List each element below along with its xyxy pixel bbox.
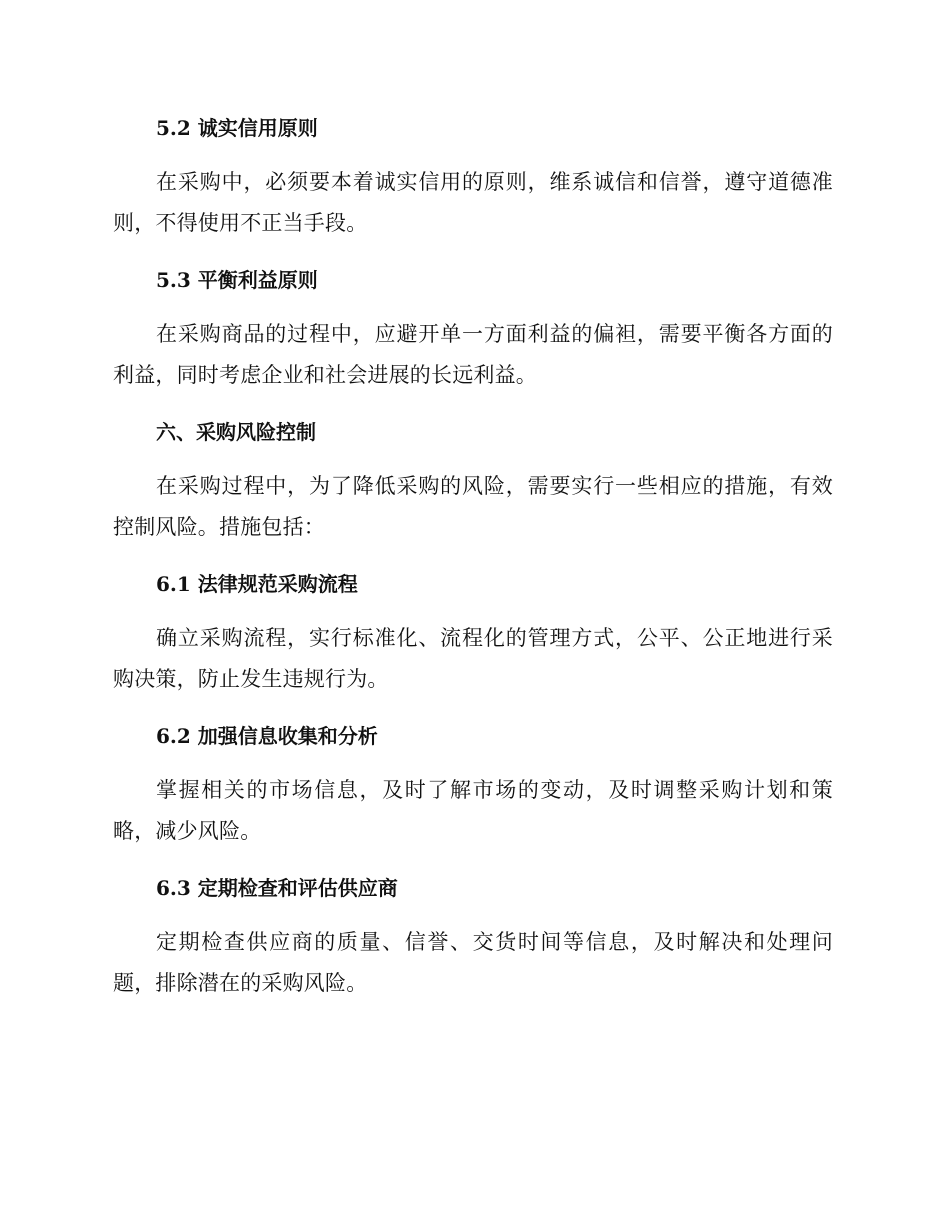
section-heading-6-1: 6.1 法律规范采购流程 xyxy=(156,572,358,596)
section-heading-5-3: 5.3 平衡利益原则 xyxy=(156,268,318,292)
section-paragraph-6-1: 确立采购流程，实行标准化、流程化的管理方式，公平、公正地进行采购决策，防止发生违规行为。 xyxy=(113,626,833,691)
section-paragraph-5-3: 在采购商品的过程中，应避开单一方面利益的偏袒，需要平衡各方面的利益，同时考虑企业和社会进展的长远利益。 xyxy=(113,322,833,387)
section-heading-6: 六、采购风险控制 xyxy=(156,420,316,444)
section-heading-6-3: 6.3 定期检查和评估供应商 xyxy=(156,876,398,900)
section-paragraph-6: 在采购过程中，为了降低采购的风险，需要实行一些相应的措施，有效控制风险。措施包括： xyxy=(113,474,833,539)
section-paragraph-5-2: 在采购中，必须要本着诚实信用的原则，维系诚信和信誉，遵守道德准则，不得使用不正当手段。 xyxy=(113,170,833,235)
section-paragraph-6-3: 定期检查供应商的质量、信誉、交货时间等信息，及时解决和处理问题，排除潜在的采购风险。 xyxy=(113,930,833,995)
section-heading-5-2: 5.2 诚实信用原则 xyxy=(156,116,318,140)
section-paragraph-6-2: 掌握相关的市场信息，及时了解市场的变动，及时调整采购计划和策略，减少风险。 xyxy=(113,778,833,843)
section-heading-6-2: 6.2 加强信息收集和分析 xyxy=(156,724,378,748)
